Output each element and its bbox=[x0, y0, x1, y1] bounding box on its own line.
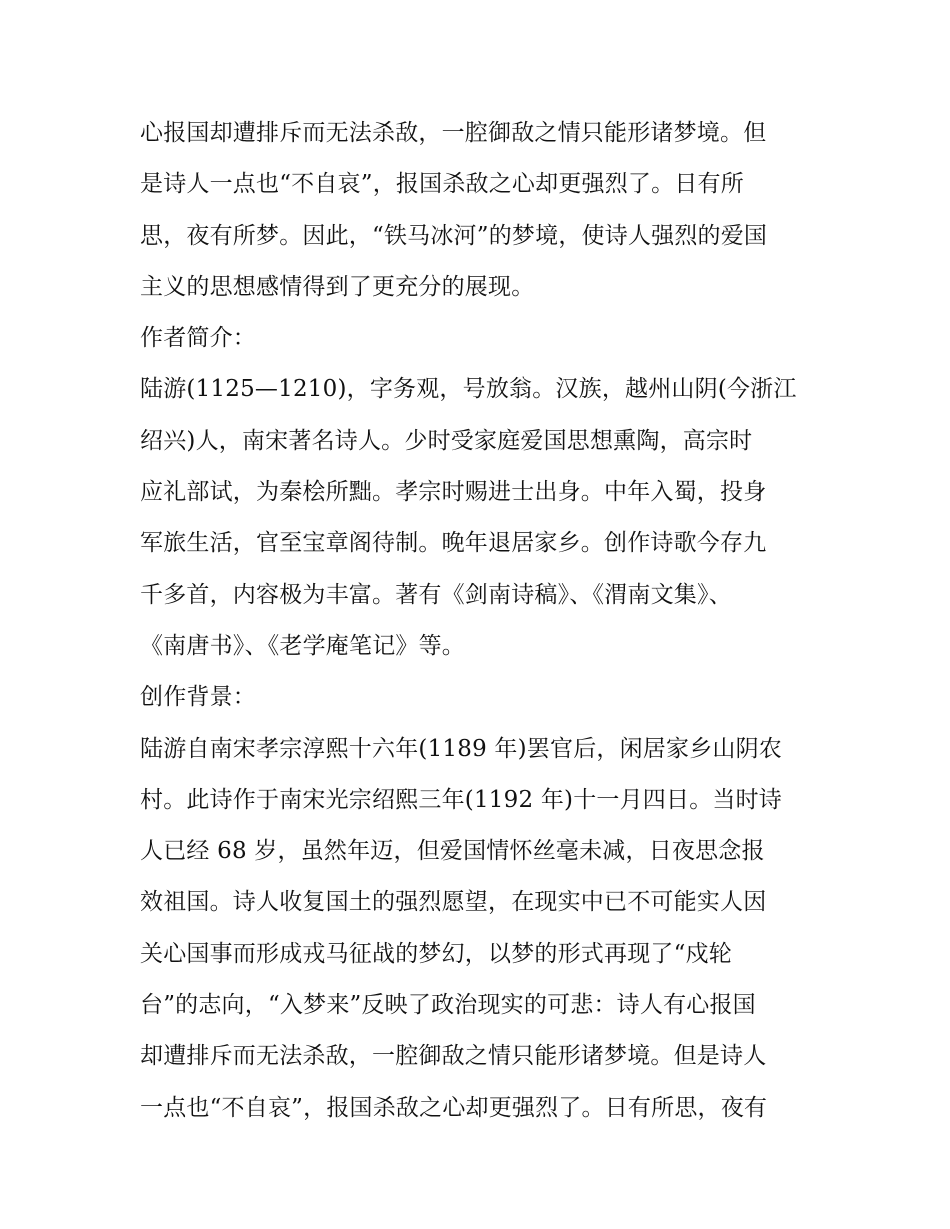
text-line: 是诗人一点也“不自哀”，报国杀敌之心却更强烈了。日有所 bbox=[140, 171, 744, 198]
text-line: 军旅生活，官至宝章阁待制。晚年退居家乡。创作诗歌今存九 bbox=[140, 530, 767, 557]
text-line: 主义的思想感情得到了更充分的展现。 bbox=[140, 273, 535, 300]
text-line: 绍兴)人，南宋著名诗人。少时受家庭爱国思想熏陶，高宗时 bbox=[140, 427, 753, 454]
text-line: 村。此诗作于南宋光宗绍熙三年(1192 年)十一月四日。当时诗 bbox=[140, 786, 782, 813]
text-line: 人已经 68 岁，虽然年迈，但爱国情怀丝毫未减，日夜思念报 bbox=[140, 838, 765, 865]
text-line: 心报国却遭排斥而无法杀敌，一腔御敌之情只能形诸梦境。但 bbox=[140, 120, 767, 146]
text-line: 却遭排斥而无法杀敌，一腔御敌之情只能形诸梦境。但是诗人 bbox=[140, 1043, 767, 1070]
text-line: 《南唐书》、《老学庵笔记》等。 bbox=[140, 632, 465, 659]
section-heading-author: 作者简介： bbox=[140, 325, 256, 352]
section-heading-background: 创作背景： bbox=[140, 684, 256, 711]
text-line: 关心国事而形成戎马征战的梦幻，以梦的形式再现了“戍轮 bbox=[140, 940, 732, 967]
text-line: 应礼部试，为秦桧所黜。孝宗时赐进士出身。中年入蜀，投身 bbox=[140, 479, 767, 506]
text-line: 陆游自南宋孝宗淳熙十六年(1189 年)罢官后，闲居家乡山阴农 bbox=[140, 735, 782, 762]
text-line: 千多首，内容极为丰富。著有《剑南诗稿》、《渭南文集》、 bbox=[140, 581, 732, 608]
text-line: 思，夜有所梦。因此，“铁马冰河”的梦境，使诗人强烈的爱国 bbox=[140, 222, 768, 249]
text-line: 一点也“不自哀”，报国杀敌之心却更强烈了。日有所思，夜有 bbox=[140, 1094, 768, 1121]
text-line: 台”的志向，“入梦来”反映了政治现实的可悲：诗人有心报国 bbox=[140, 992, 756, 1019]
body-text bbox=[140, 108, 820, 1134]
text-line: 陆游(1125—1210)，字务观，号放翁。汉族，越州山阴(今浙江 bbox=[140, 376, 797, 403]
text-line: 效祖国。诗人收复国土的强烈愿望，在现实中已不可能实人因 bbox=[140, 889, 767, 916]
